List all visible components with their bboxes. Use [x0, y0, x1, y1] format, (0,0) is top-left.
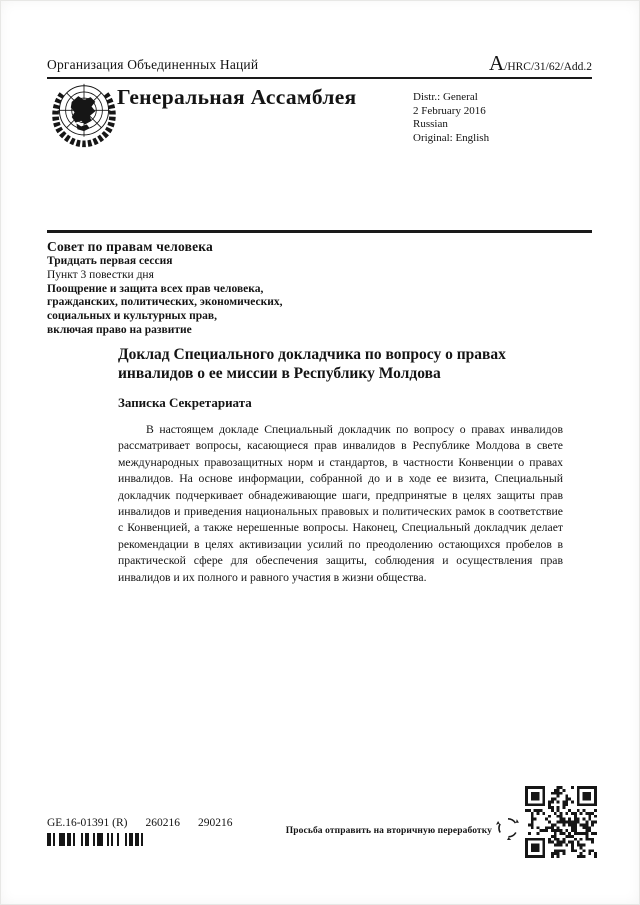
masthead-title: Генеральная Ассамблея: [117, 85, 357, 109]
distr-line: Distr.: General: [413, 91, 478, 103]
agenda-title-line: социальных и культурных прав,: [47, 310, 217, 323]
recycle-icon: [494, 814, 522, 849]
session-number: Тридцать первая сессия: [47, 255, 173, 267]
council-name: Совет по правам человека: [47, 239, 214, 254]
distr-line: Russian: [413, 118, 448, 130]
agenda-title-line: гражданских, политических, экономических,: [47, 296, 283, 309]
footer-date-1: 260216: [145, 817, 180, 829]
document-symbol-prefix: A: [488, 51, 505, 75]
un-emblem-icon: [48, 82, 120, 155]
header-divider: [47, 77, 592, 79]
document-symbol-rest: /HRC/31/62/Add.2: [504, 61, 592, 73]
footer-reference: [47, 817, 233, 829]
ge-number: GE.16-01391 (R): [47, 817, 128, 829]
agenda-title-line: Поощрение и защита всех прав человека,: [47, 282, 264, 295]
agenda-item: Пункт 3 повестки дня: [47, 268, 154, 281]
document-title: Доклад Специального докладчика по вопросу о правах инвалидов о ее миссии в Республику Молдова: [118, 346, 506, 382]
session-block: [47, 238, 282, 338]
qr-code-icon: [525, 786, 597, 863]
barcode-icon: [47, 833, 147, 851]
distribution-block: [413, 91, 489, 145]
agenda-title-line: включая право на развитие: [47, 323, 192, 336]
document-symbol: [489, 51, 592, 76]
distr-line: 2 February 2016: [413, 104, 486, 117]
distr-line: Original: English: [413, 131, 490, 144]
org-name: Организация Объединенных Наций: [47, 57, 259, 72]
summary-paragraph: В настоящем докладе Специальный докладчик по вопросу о правах инвалидов рассматривает вопросы, касающиеся прав инвалидов в Республике Молдова в свете международных правозащитных норм и стандартов, в частности Конвенции о правах инвалидов. На основе информации, собранной до и в ходе ее визита, Специальный докладчик подчеркивает обнадеживающие шаги, предпринятые в целях защиты прав инвалидов и приведения национальных правовых и политических рамок в соответствие с Конвенцией, а также нерешенные вопросы. Наконец, Специальный докладчик делает рекомендации в целях активизации усилий по преодолению остающихся пробелов в практической сфере для обеспечения защиты, соблюдения и осуществления прав инвалидов и их полного и равного участия в жизни общества.: [118, 423, 563, 584]
document-subtitle: Записка Секретариата: [118, 395, 252, 410]
section-divider: [47, 230, 592, 233]
footer-date-2: 290216: [198, 817, 233, 829]
recycle-note: Просьба отправить на вторичную переработку: [285, 826, 492, 836]
